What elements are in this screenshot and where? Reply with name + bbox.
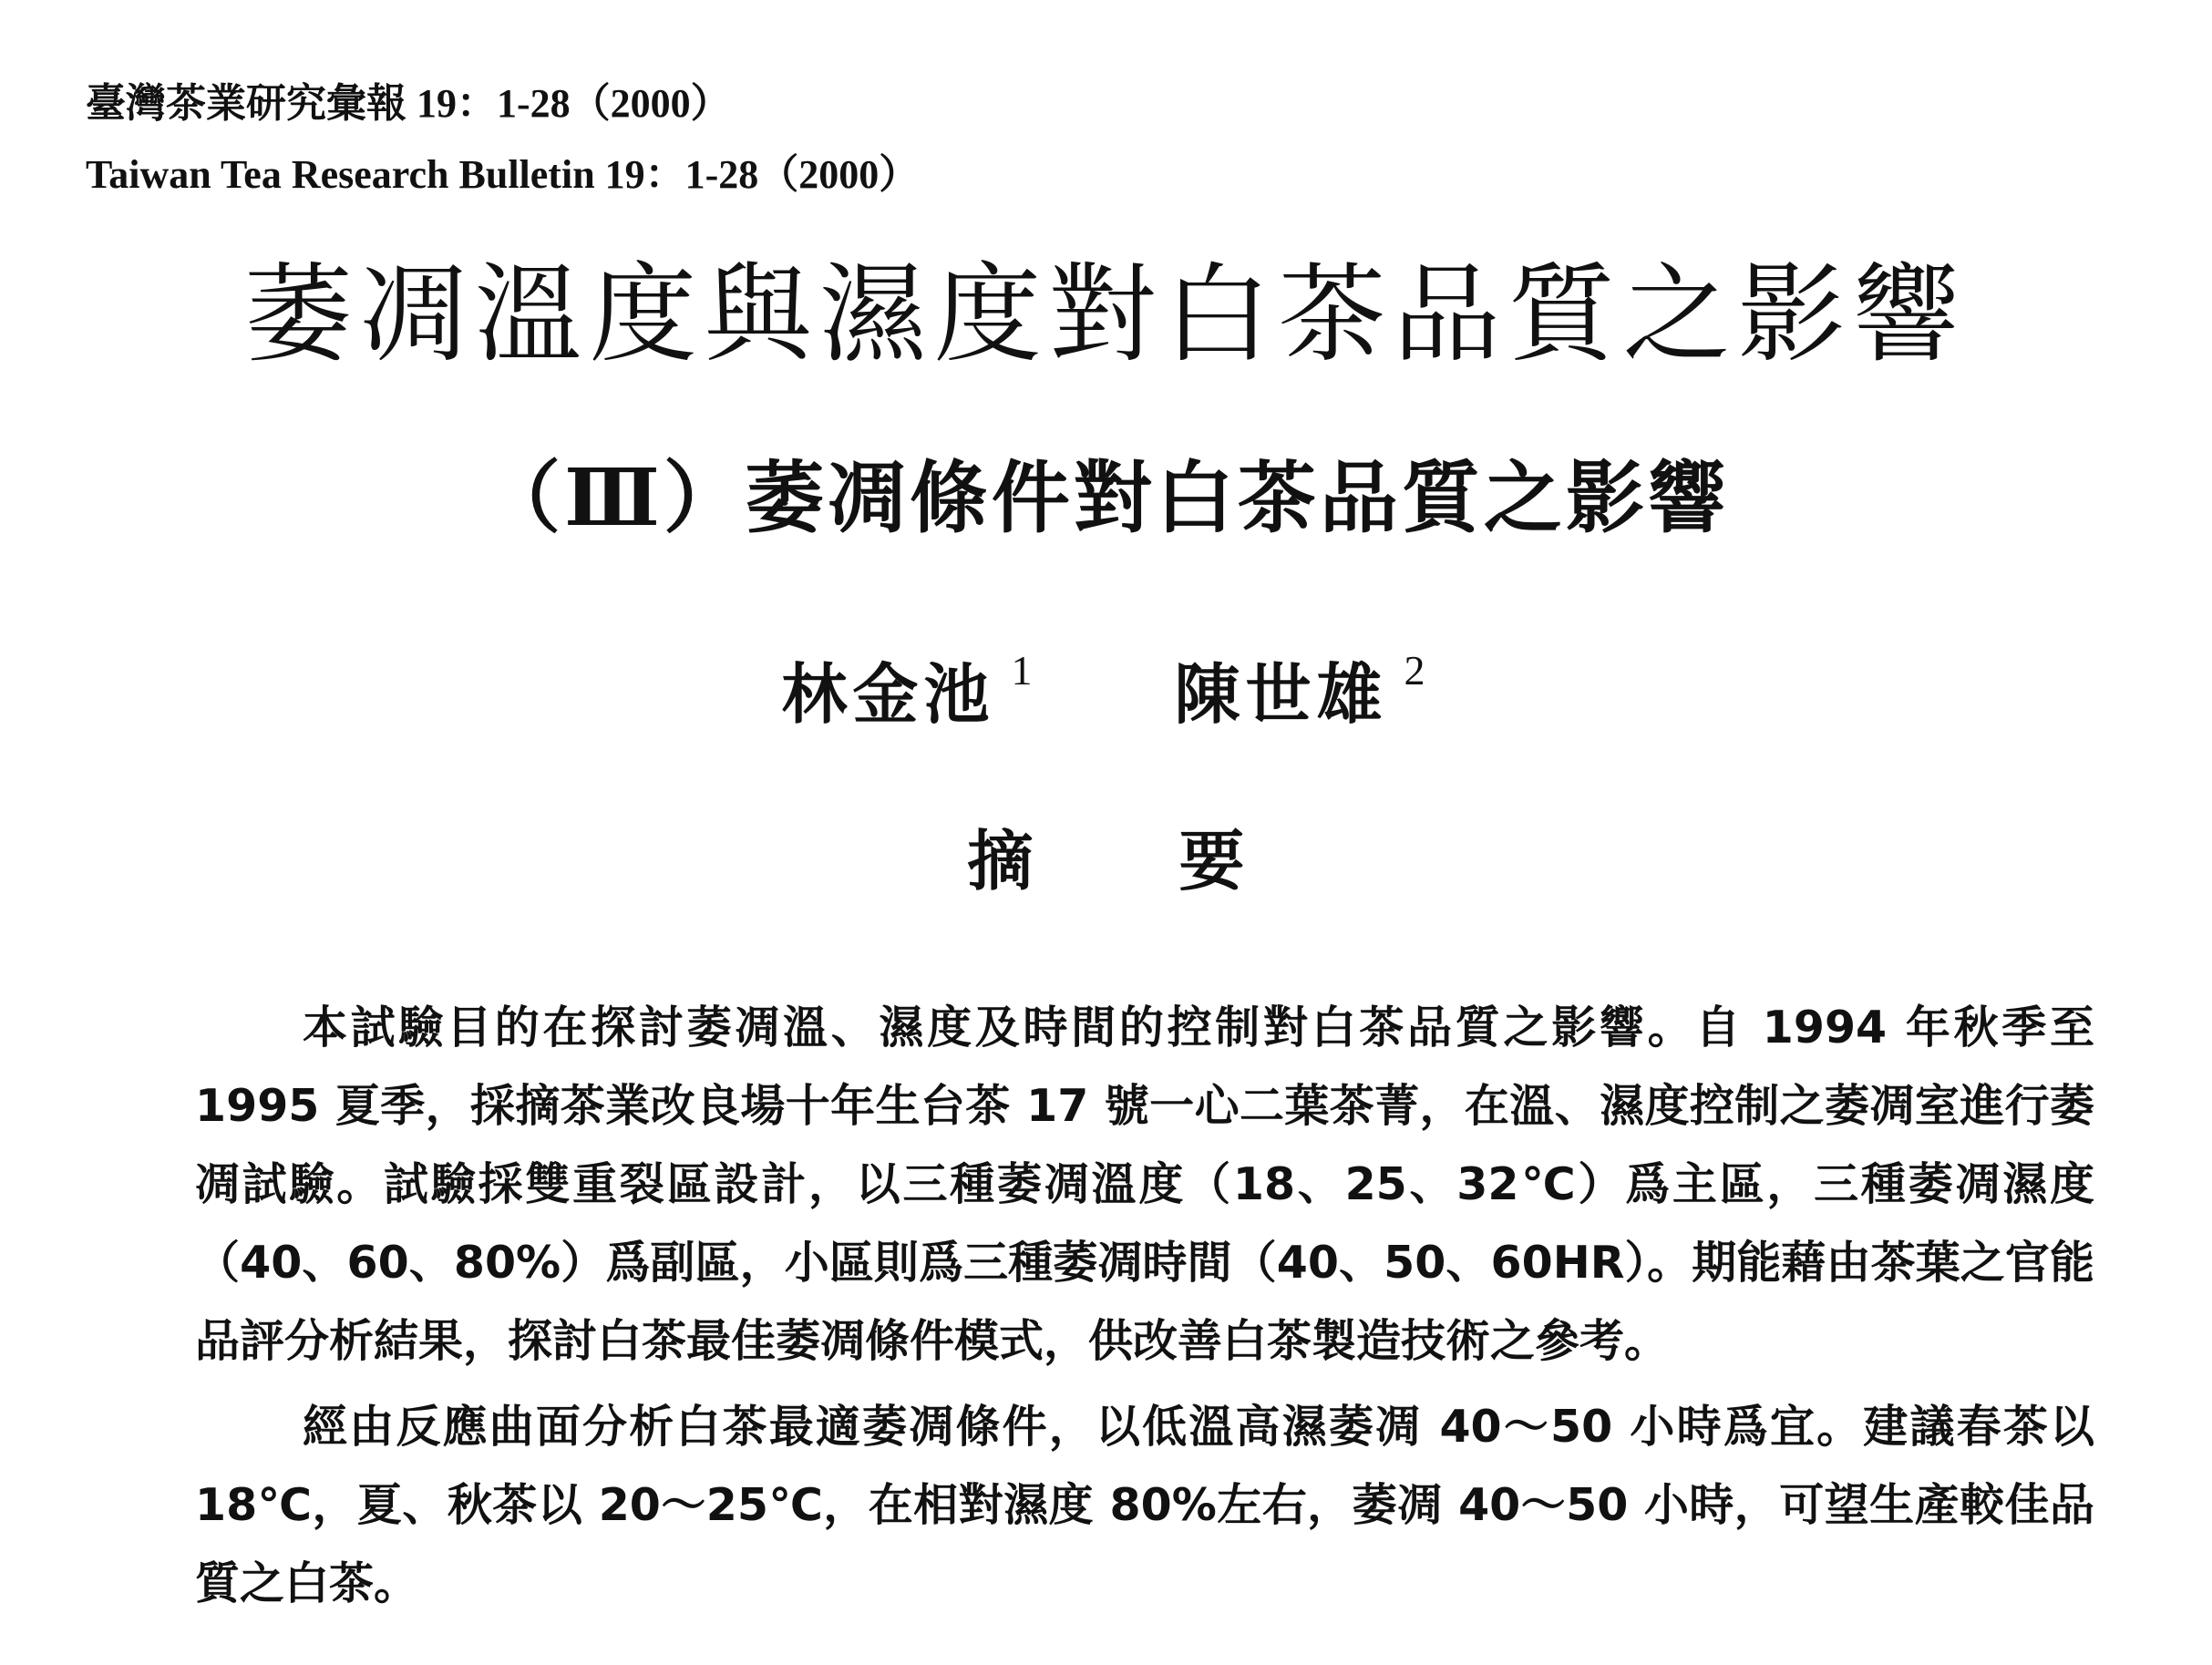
- abstract-body: [195, 989, 2094, 1630]
- author-2: [1175, 649, 1431, 740]
- abstract-paragraph-1: 本試驗目的在探討萎凋溫、濕度及時間的控制對白茶品質之影響。自 1994 年秋季至 1995 夏季，採摘茶業改良場十年生台茶 17 號一心二葉茶菁，在溫、濕度控制之萎凋室進行萎凋試驗。試驗採雙重裂區設計，以三種萎凋溫度（18、25、32℃）爲主區，三種萎凋濕度（40、60、80%）爲副區，小區則爲三種萎凋時間（40、50、60HR）。期能藉由茶葉之官能品評分析結果，探討白茶最佳萎凋條件模式，供改善白茶製造技術之參考。: [195, 1002, 2094, 1367]
- abstract-heading-char: 摘: [967, 823, 1034, 899]
- author-name: 林金池: [781, 655, 995, 733]
- affiliation-mark: 1: [1011, 647, 1038, 694]
- author-name: 陳世雄: [1174, 655, 1388, 733]
- affiliation-mark: 2: [1404, 647, 1431, 694]
- journal-citation-english: Taiwan Tea Research Bulletin 19：1-28（2000）: [86, 152, 920, 197]
- journal-citation-chinese: 臺灣茶業研究彙報 19：1-28（2000）: [86, 81, 731, 126]
- abstract-heading: [0, 816, 2212, 907]
- paper-subtitle: （Ⅲ）萎凋條件對白茶品質之影響: [482, 452, 1730, 544]
- abstract-heading-char: 要: [1178, 823, 1245, 899]
- abstract-paragraph-2: 經由反應曲面分析白茶最適萎凋條件，以低溫高濕萎凋 40～50 小時爲宜。建議春茶以 18℃，夏、秋茶以 20～25℃，在相對濕度 80%左右，萎凋 40～50 小時，可望生產較佳品質之白茶。: [195, 1401, 2094, 1609]
- author-list: [0, 649, 2212, 740]
- paper-title: 萎凋溫度與濕度對白茶品質之影響: [244, 252, 1968, 377]
- author-1: [781, 649, 1037, 740]
